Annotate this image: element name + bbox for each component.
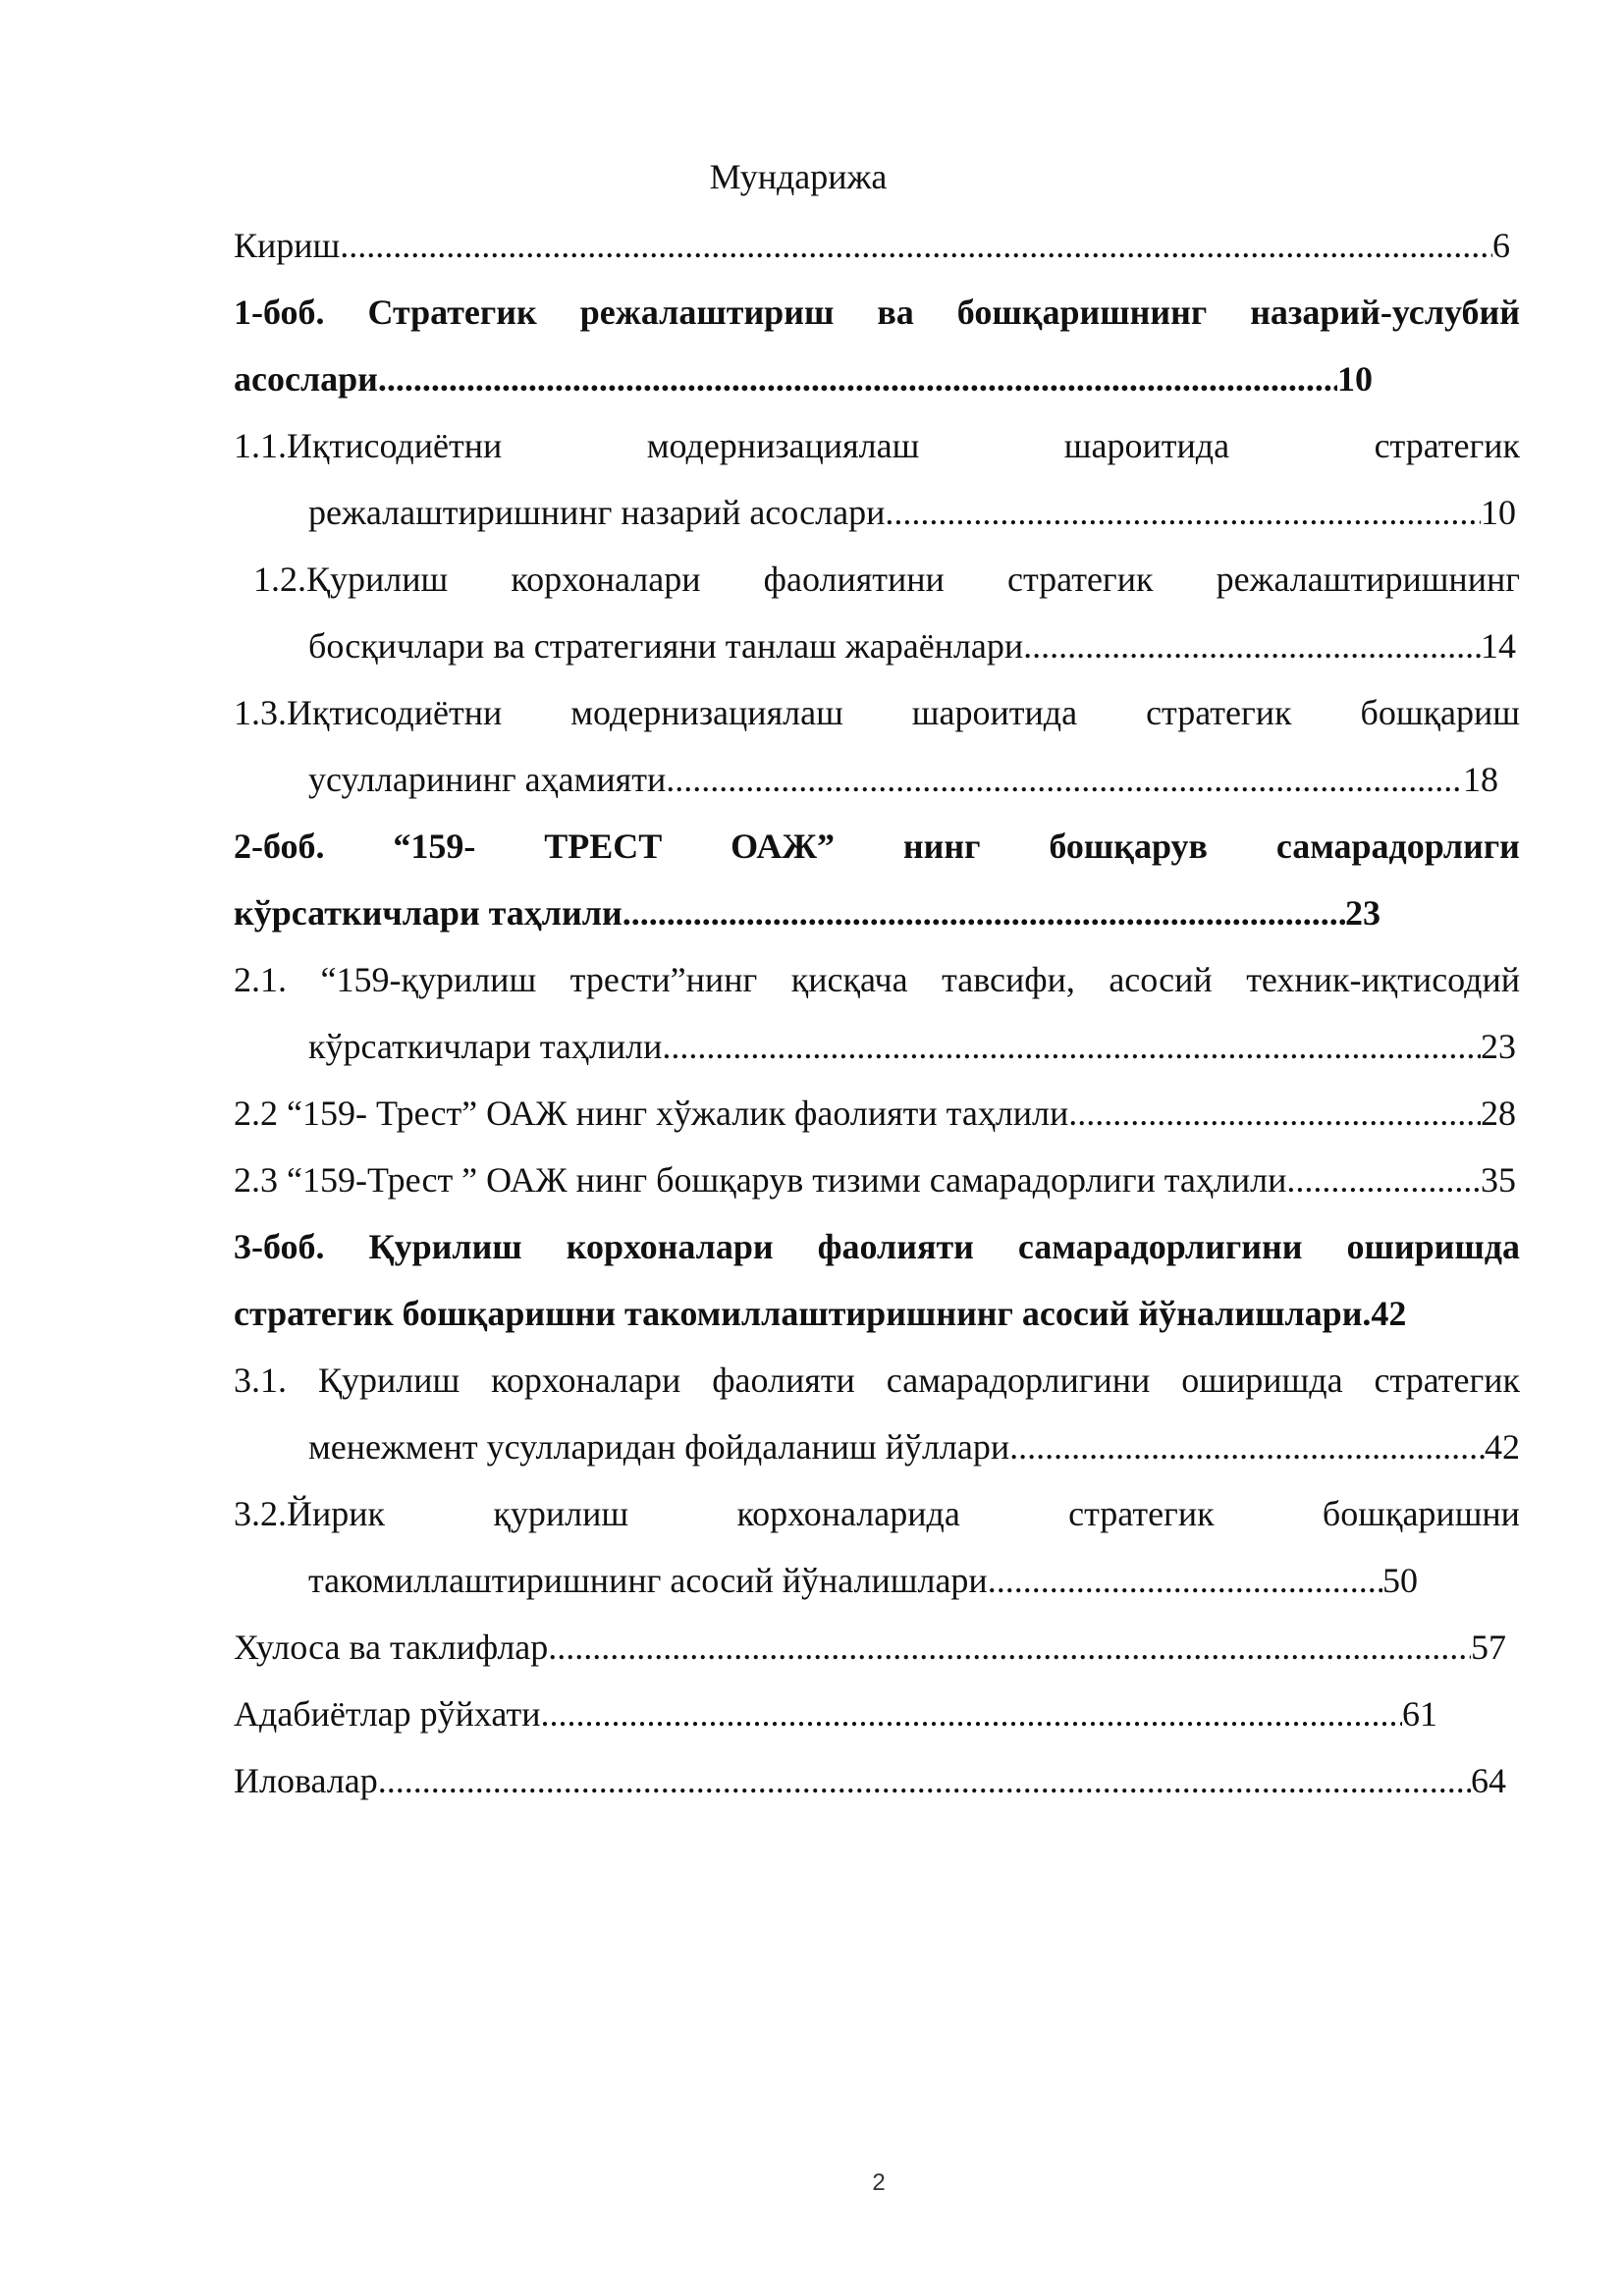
toc-entry-appendix [234, 1759, 1506, 1802]
toc-word: Қурилиш [317, 1361, 460, 1400]
toc-section-3-1-line-1 [234, 1359, 1520, 1402]
toc-entry-conclusion [234, 1626, 1506, 1669]
toc-word: самарадорлигини [1017, 1227, 1303, 1266]
toc-word: 3.1. [234, 1361, 287, 1400]
toc-word: корхоналари [566, 1227, 774, 1266]
toc-section-3-2-line-2 [308, 1559, 1418, 1602]
toc-word: назарий-услубий [1250, 293, 1520, 332]
dot-leader [378, 1759, 1471, 1802]
dot-leader [378, 357, 1337, 400]
toc-word: ва [877, 293, 914, 332]
dot-leader [885, 491, 1481, 534]
toc-page-number: 10 [1481, 493, 1516, 532]
toc-word: тавсифи, [942, 960, 1075, 999]
toc-word: техник-иқтисодий [1246, 960, 1520, 999]
dot-leader [988, 1559, 1382, 1602]
dot-leader [1068, 1092, 1481, 1135]
toc-entry-label: усулларининг аҳамияти [308, 760, 667, 799]
toc-section-2-2 [234, 1092, 1516, 1135]
toc-word: модернизациялаш [646, 426, 920, 465]
toc-chapter-2-line-2 [234, 891, 1380, 934]
toc-section-3-2-line-1 [234, 1492, 1520, 1535]
toc-page-number: 18 [1463, 760, 1498, 799]
toc-section-3-1-line-2 [308, 1425, 1520, 1468]
toc-section-1-3-line-2 [308, 758, 1498, 801]
toc-entry-label: режалаштиришнинг назарий асослари [308, 493, 886, 532]
toc-word: трести”нинг [569, 960, 758, 999]
toc-word: “159-қурилиш [320, 960, 537, 999]
toc-word: корхоналарида [736, 1494, 960, 1533]
toc-section-1-1-line-1 [234, 424, 1520, 467]
toc-word: ОАЖ” [731, 827, 835, 866]
toc-word: стратегик [1007, 560, 1154, 599]
toc-word: қурилиш [493, 1494, 629, 1533]
toc-entry-label: кўрсаткичлари таҳлили [308, 1027, 663, 1066]
toc-word: шароитида [1063, 426, 1230, 465]
toc-word: стратегик [1068, 1494, 1215, 1533]
toc-section-1-1-line-2 [308, 491, 1516, 534]
dot-leader [1023, 624, 1481, 667]
dot-leader [1286, 1158, 1481, 1201]
toc-word: режалаштириш [579, 293, 835, 332]
toc-word: қисқача [790, 960, 908, 999]
dot-leader [662, 1025, 1481, 1068]
toc-page-number: 50 [1382, 1561, 1418, 1600]
toc-section-2-1-line-1 [234, 958, 1520, 1001]
toc-page-number: 23 [1481, 1027, 1516, 1066]
toc-page-number: 57 [1471, 1628, 1506, 1667]
toc-chapter-2-line-1 [234, 825, 1520, 868]
toc-entry-references [234, 1692, 1437, 1735]
toc-word: стратегик [1374, 426, 1520, 465]
toc-word: нинг [902, 827, 981, 866]
toc-entry-label: 2.2 “159- Трест” ОАЖ нинг хўжалик фаолияти таҳлили [234, 1094, 1069, 1133]
toc-page-number: 35 [1481, 1160, 1516, 1200]
toc-word: оширишда [1346, 1227, 1520, 1266]
toc-entry-label: босқичлари ва стратегияни танлаш жараёнлари [308, 626, 1024, 666]
toc-section-2-1-line-2 [308, 1025, 1516, 1068]
toc-word: модернизациялаш [570, 693, 843, 732]
toc-entry-label: асослари [234, 359, 378, 399]
toc-page-number: 6 [1492, 226, 1510, 265]
toc-entry-intro [234, 224, 1510, 267]
dot-leader [340, 224, 1492, 267]
toc-entry-label: кўрсаткичлари таҳлили [234, 893, 623, 933]
toc-section-1-3-line-1 [234, 691, 1520, 734]
toc-page-number: 61 [1402, 1694, 1437, 1734]
dot-leader [548, 1626, 1471, 1669]
toc-word: стратегик [1146, 693, 1292, 732]
toc-word: фаолиятини [763, 560, 945, 599]
toc-word: бошқаришни [1322, 1494, 1520, 1533]
dot-leader [540, 1692, 1402, 1735]
toc-word: корхоналари [491, 1361, 681, 1400]
toc-page-number: 28 [1481, 1094, 1516, 1133]
toc-page-number: 14 [1481, 626, 1516, 666]
toc-word: 2.1. [234, 960, 287, 999]
toc-word: фаолияти [817, 1227, 974, 1266]
toc-word: 3-боб. [234, 1227, 325, 1266]
toc-entry-label: менежмент усулларидан фойдаланиш йўллари [308, 1427, 1010, 1467]
toc-page-number: 10 [1337, 359, 1373, 399]
dot-leader [1009, 1425, 1485, 1468]
toc-page-number: 42 [1485, 1427, 1520, 1467]
toc-chapter-1-line-2 [234, 357, 1373, 400]
toc-section-2-3 [234, 1158, 1516, 1201]
toc-word: ТРЕСТ [544, 827, 663, 866]
page-title: Мундарижа [709, 157, 888, 196]
toc-word: режалаштиришнинг [1216, 560, 1520, 599]
toc-word: бошқариш [1360, 693, 1520, 732]
toc-word: 1.2.Қурилиш [253, 560, 449, 599]
toc-word: 1-боб. [234, 293, 325, 332]
toc-entry-label: 2.3 “159-Трест ” ОАЖ нинг бошқарув тизими самарадорлиги таҳлили [234, 1160, 1287, 1200]
page-number: 2 [872, 2169, 886, 2196]
toc-word: 3.2.Йирик [234, 1494, 386, 1533]
toc-word: корхоналари [511, 560, 701, 599]
toc-word: самарадорлигини [886, 1361, 1151, 1400]
toc-page-number: 64 [1471, 1761, 1506, 1800]
toc-word: 1.3.Иқтисодиётни [234, 693, 503, 732]
toc-word: фаолияти [712, 1361, 855, 1400]
toc-entry-label: такомиллаштиришнинг асосий йўналишлари [308, 1561, 988, 1600]
toc-word: 2-боб. [234, 827, 325, 866]
toc-word: шароитида [911, 693, 1078, 732]
dot-leader [623, 891, 1345, 934]
toc-entry-label: стратегик бошқаришни такомиллаштиришнинг асосий йўналишлари.42 [234, 1294, 1407, 1333]
toc-entry-label: Адабиётлар рўйхати [234, 1694, 541, 1734]
toc-word: оширишда [1181, 1361, 1343, 1400]
toc-word: 1.1.Иқтисодиётни [234, 426, 503, 465]
toc-entry-label: Хулоса ва таклифлар [234, 1628, 549, 1667]
toc-section-1-2-line-1 [253, 558, 1520, 601]
toc-entry-label: Кириш [234, 226, 341, 265]
toc-word: самарадорлиги [1275, 827, 1520, 866]
toc-page-number: 23 [1345, 893, 1380, 933]
toc-word: Қурилиш [368, 1227, 522, 1266]
toc-chapter-3-line-1 [234, 1225, 1520, 1268]
toc-chapter-3-line-2 [234, 1292, 1520, 1335]
toc-section-1-2-line-2 [308, 624, 1516, 667]
toc-word: стратегик [1374, 1361, 1520, 1400]
toc-entry-label: Иловалар [234, 1761, 378, 1800]
dot-leader [666, 758, 1463, 801]
toc-word: бошқаришнинг [956, 293, 1208, 332]
toc-word: асосий [1109, 960, 1213, 999]
toc-word: Стратегик [367, 293, 537, 332]
toc-chapter-1-line-1 [234, 291, 1520, 334]
toc-word: бошқарув [1049, 827, 1208, 866]
toc-word: “159- [393, 827, 476, 866]
